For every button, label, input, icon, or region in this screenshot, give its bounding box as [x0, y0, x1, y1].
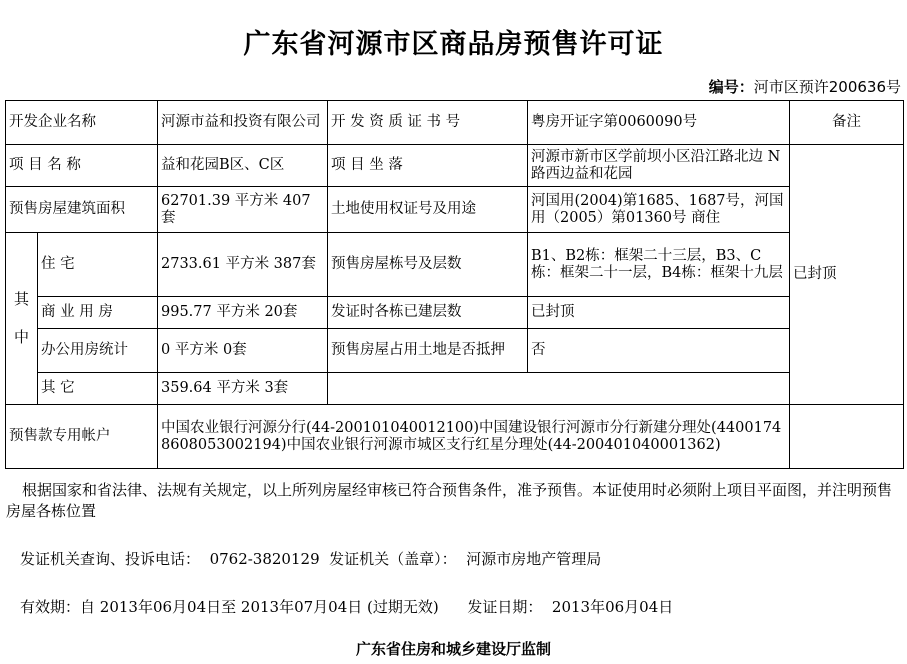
project-name-label: 项 目 名 称	[6, 145, 158, 187]
built-floors-value: 已封顶	[528, 297, 790, 329]
location-label: 项 目 坐 落	[328, 145, 528, 187]
other-value: 359.64 平方米 3套	[158, 373, 328, 405]
authority-value: 河源市房地产管理局	[466, 550, 602, 568]
remarks-value: 已封顶	[790, 145, 904, 405]
built-floors-label: 发证时各栋已建层数	[328, 297, 528, 329]
validity-line	[20, 596, 673, 617]
account-remarks-cell	[790, 405, 904, 469]
permit-number-label: 编号：	[708, 78, 754, 96]
approval-statement-text: 根据国家和省法律、法规有关规定，以上所列房屋经审核已符合预售条件，准予预售。本证使用时必须附上项目平面图，并注明预售房屋各栋位置	[6, 481, 893, 520]
buildings-label: 预售房屋栋号及层数	[328, 233, 528, 297]
of-which-text: 其中	[13, 290, 29, 346]
validity-value: 自 2013年06月04日至 2013年07月04日 (过期无效)	[80, 598, 439, 616]
permit-table	[5, 100, 904, 469]
building-area-label: 预售房屋建筑面积	[6, 187, 158, 233]
supervisor-footer: 广东省住房和城乡建设厅监制	[355, 640, 551, 658]
commercial-label: 商 业 用 房	[38, 297, 158, 329]
office-value: 0 平方米 0套	[158, 329, 328, 373]
qualification-value: 粤房开证字第0060090号	[528, 101, 790, 145]
contact-line	[20, 548, 601, 569]
authority-label: 发证机关（盖章）：	[329, 550, 457, 568]
document-title: 广东省河源市区商品房预售许可证	[243, 29, 664, 60]
permit-number-value: 河市区预许200636号	[753, 78, 901, 96]
developer-label: 开发企业名称	[6, 101, 158, 145]
remarks-label: 备注	[790, 101, 904, 145]
mortgage-value: 否	[528, 329, 790, 373]
account-value: 中国农业银行河源分行(44-200101040012100)中国建设银行河源市分行新建分理处(44001748608053002194)中国农业银行河源市城区支行红星分理处(44-200401040001362)	[158, 405, 790, 469]
land-cert-label: 土地使用权证号及用途	[328, 187, 528, 233]
buildings-value: B1、B2栋：框架二十三层，B3、C栋：框架二十一层，B4栋：框架十九层	[528, 233, 790, 297]
phone-value: 0762-3820129	[209, 550, 320, 568]
office-label: 办公用房统计	[38, 329, 158, 373]
issue-date-label: 发证日期：	[467, 598, 543, 616]
permit-number	[709, 76, 901, 97]
residential-value: 2733.61 平方米 387套	[158, 233, 328, 297]
qualification-label: 开 发 资 质 证 书 号	[328, 101, 528, 145]
other-label: 其 它	[38, 373, 158, 405]
location-value: 河源市新市区学前坝小区沿江路北边 N路西边益和花园	[528, 145, 790, 187]
blank-cell	[328, 373, 790, 405]
building-area-value: 62701.39 平方米 407套	[158, 187, 328, 233]
phone-label: 发证机关查询、投诉电话：	[20, 550, 201, 568]
project-name-value: 益和花园B区、C区	[158, 145, 328, 187]
issue-date-value: 2013年06月04日	[551, 598, 674, 616]
land-cert-value: 河国用(2004)第1685、1687号，河国用（2005）第01360号 商住	[528, 187, 790, 233]
account-label: 预售款专用帐户	[6, 405, 158, 469]
developer-value: 河源市益和投资有限公司	[158, 101, 328, 145]
commercial-value: 995.77 平方米 20套	[158, 297, 328, 329]
approval-statement	[6, 480, 900, 522]
of-which-label	[6, 233, 38, 405]
mortgage-label: 预售房屋占用土地是否抵押	[328, 329, 528, 373]
residential-label: 住 宅	[38, 233, 158, 297]
validity-label: 有效期：	[20, 598, 81, 616]
